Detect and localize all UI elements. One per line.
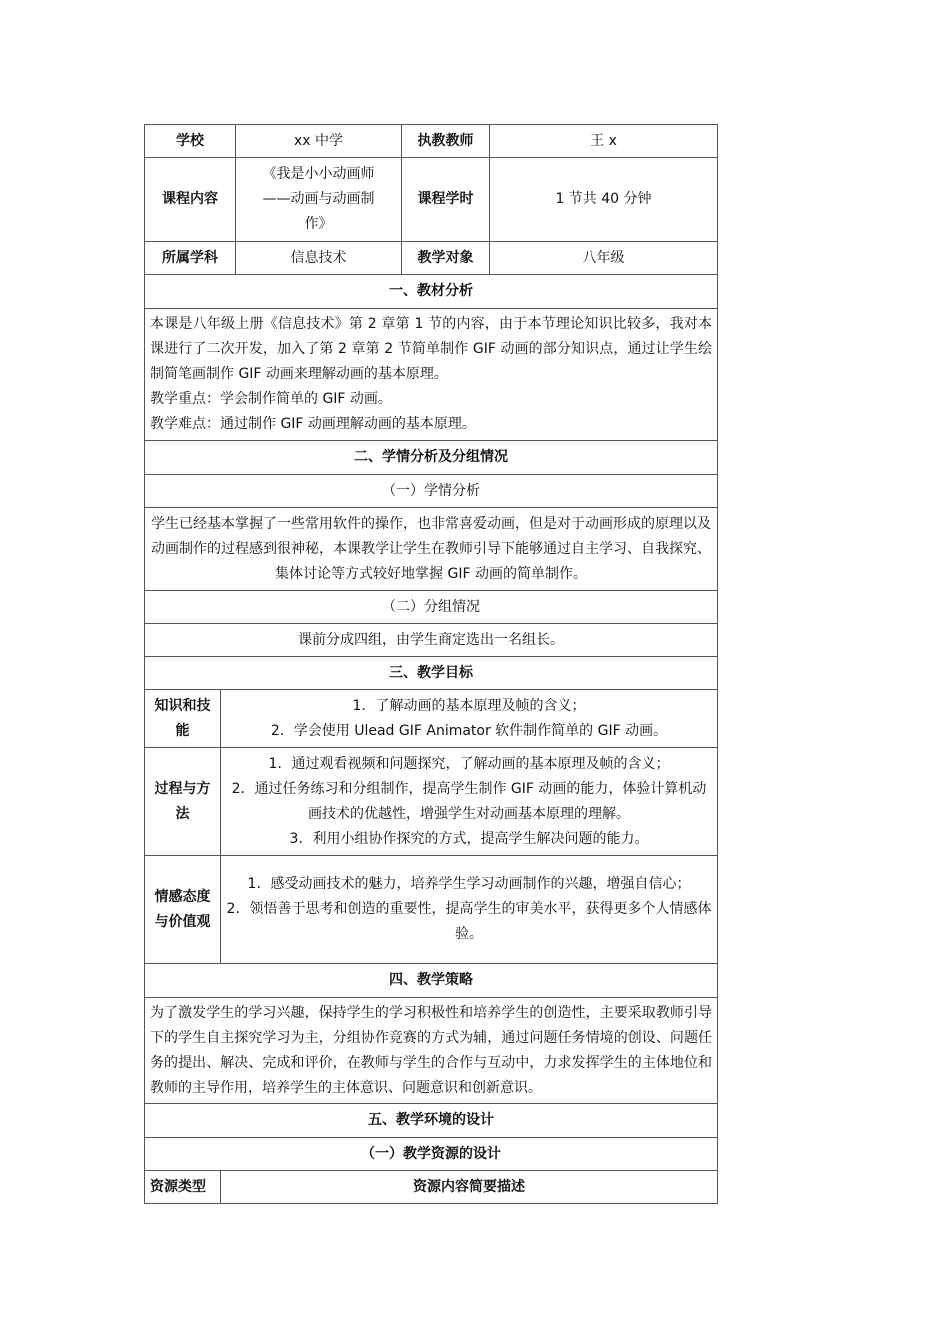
section-3-title: 三、教学目标	[145, 657, 718, 690]
emotion-cell	[221, 856, 718, 964]
course-value: 《我是小小动画师——动画与动画制作》	[236, 158, 402, 242]
teacher-value: 王 x	[490, 125, 718, 158]
section-2-title: 二、学情分析及分组情况	[145, 441, 718, 475]
process-cell	[221, 748, 718, 856]
process-item: 1．通过观看视频和问题探究，了解动画的基本原理及帧的含义；	[268, 755, 670, 772]
section-4-title: 四、教学策略	[145, 964, 718, 998]
resource-desc-header: 资源内容简要描述	[221, 1171, 718, 1204]
section-5-title: 五、教学环境的设计	[145, 1104, 718, 1138]
section-2-sub2-title: （二）分组情况	[145, 591, 718, 624]
process-item: 3．利用小组协作探究的方式，提高学生解决问题的能力。	[289, 830, 649, 847]
emotion-item: 2．领悟善于思考和创造的重要性，提高学生的审美水平，获得更多个人情感体验。	[226, 901, 712, 942]
target-value: 八年级	[490, 242, 718, 275]
section-1-difficulty: 教学难点：通过制作 GIF 动画理解动画的基本原理。	[150, 416, 476, 432]
knowledge-item: 2．学会使用 Ulead GIF Animator 软件制作简单的 GIF 动画。	[270, 722, 668, 739]
target-label: 教学对象	[402, 242, 490, 275]
section-2-sub1-title: （一）学情分析	[145, 475, 718, 508]
emotion-item: 1．感受动画技术的魅力，培养学生学习动画制作的兴趣，增强自信心；	[247, 876, 691, 892]
resource-type-header: 资源类型	[145, 1171, 221, 1204]
hours-value: 1 节共 40 分钟	[490, 158, 718, 242]
section-4-body: 为了激发学生的学习兴趣，保持学生的学习积极性和培养学生的创造性，主要采取教师引导下的学生自主探究学习为主，分组协作竞赛的方式为辅，通过问题任务情境的创设、问题任务的提出、解决、完成和评价，在教师与学生的合作与互动中，力求发挥学生的主体地位和教师的主导作用，培养学生的主体意识、问题意识和创新意识。	[145, 998, 718, 1104]
lesson-plan-table	[144, 124, 718, 1204]
knowledge-label: 知识和技能	[145, 690, 221, 748]
school-value: xx 中学	[236, 125, 402, 158]
section-5-sub1-title: （一）教学资源的设计	[145, 1138, 718, 1171]
school-label: 学校	[145, 125, 236, 158]
knowledge-cell	[221, 690, 718, 748]
hours-label: 课程学时	[402, 158, 490, 242]
process-item: 2．通过任务练习和分组制作，提高学生制作 GIF 动画的能力，体验计算机动画技术的优越性，增强学生对动画基本原理的理解。	[231, 780, 707, 822]
section-1-body-cell	[145, 309, 718, 441]
emotion-label: 情感态度与价值观	[145, 856, 221, 964]
section-1-body: 本课是八年级上册《信息技术》第 2 章第 1 节的内容，由于本节理论知识比较多，我对本课进行了二次开发，加入了第 2 章第 2 节简单制作 GIF 动画的部分知识点，通过让学生绘制简笔画制作 GIF 动画来理解动画的基本原理。	[150, 316, 712, 382]
section-2-sub1-body: 学生已经基本掌握了一些常用软件的操作，也非常喜爱动画，但是对于动画形成的原理以及动画制作的过程感到很神秘，本课教学让学生在教师引导下能够通过自主学习、自我探究、集体讨论等方式较好地掌握 GIF 动画的简单制作。	[145, 508, 718, 591]
section-1-key-point: 教学重点：学会制作简单的 GIF 动画。	[150, 391, 392, 407]
teacher-label: 执教教师	[402, 125, 490, 158]
subject-label: 所属学科	[145, 242, 236, 275]
process-label: 过程与方法	[145, 748, 221, 856]
course-label: 课程内容	[145, 158, 236, 242]
subject-value: 信息技术	[236, 242, 402, 275]
section-1-title: 一、教材分析	[145, 275, 718, 309]
section-2-sub2-body: 课前分成四组，由学生商定选出一名组长。	[145, 624, 718, 657]
knowledge-item: 1．了解动画的基本原理及帧的含义；	[352, 697, 586, 714]
